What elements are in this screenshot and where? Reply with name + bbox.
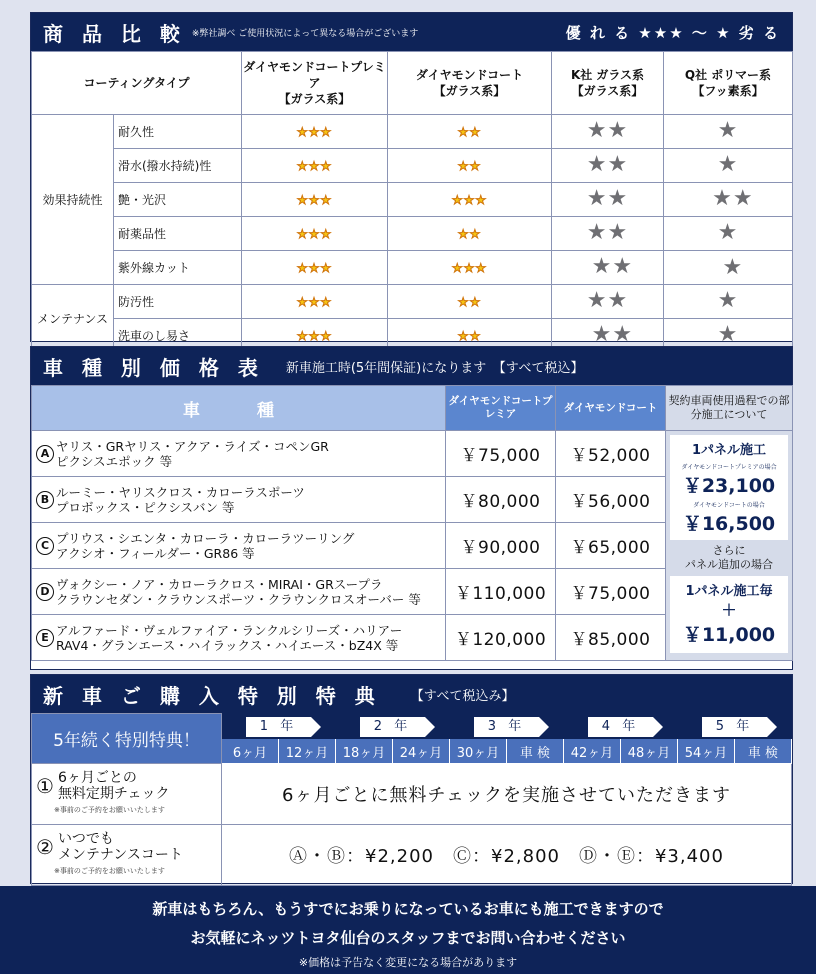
comparison-row bbox=[32, 149, 793, 183]
product-type: 【ガラス系】 bbox=[433, 84, 506, 98]
star-rating bbox=[388, 251, 552, 285]
comparison-row bbox=[32, 285, 793, 319]
coat-price: ￥75,000 bbox=[556, 569, 666, 615]
footer bbox=[0, 886, 816, 974]
comparison-head-row bbox=[32, 52, 793, 115]
star-icon: ★ bbox=[296, 158, 309, 173]
car-models bbox=[32, 569, 446, 615]
year-5 bbox=[678, 714, 792, 739]
premier-price: ￥90,000 bbox=[446, 523, 556, 569]
star-rating bbox=[552, 183, 664, 217]
star-icon: ★ bbox=[451, 192, 464, 207]
star-icon: ★ bbox=[457, 158, 470, 173]
star-rating bbox=[388, 115, 552, 149]
star-icon: ★ bbox=[296, 124, 309, 139]
star-icon: ★ bbox=[308, 328, 321, 343]
models-line1: ヤリス・GRヤリス・アクア・ライズ・コペンGR bbox=[56, 438, 329, 454]
star-icon: ★ bbox=[320, 158, 333, 173]
car-models bbox=[32, 615, 446, 661]
half-star-icon: ★ bbox=[612, 253, 634, 279]
car-type-header: 車 種 bbox=[32, 386, 446, 431]
comparison-row bbox=[32, 251, 793, 285]
half-star-icon: ★ bbox=[732, 185, 754, 211]
product-header bbox=[664, 52, 793, 115]
class-mark: A bbox=[36, 445, 54, 463]
add-label2: パネル追加の場合 bbox=[685, 558, 773, 571]
car-models bbox=[32, 523, 446, 569]
star-rating bbox=[552, 115, 664, 149]
benefit-item-value: Ⓐ・Ⓑ：¥2,200 Ⓒ：¥2,800 Ⓓ・Ⓔ：¥3,400 bbox=[222, 825, 792, 886]
star-icon: ★ bbox=[296, 192, 309, 207]
models-line2: RAV4・グランエース・ハイラックス・ハイエース・bZ4X 等 bbox=[56, 637, 399, 653]
year-tab: 4 年 bbox=[588, 717, 653, 737]
models-line1: ヴォクシー・ノア・カローラクロス・MIRAI・GRスープラ bbox=[56, 576, 383, 592]
product-name: K社 ガラス系 bbox=[570, 68, 645, 82]
benefit-subtitle: 【すべて税込み】 bbox=[410, 688, 515, 704]
month-cell: 12ヶ月 bbox=[279, 739, 336, 764]
footer-note: ※価格は予告なく変更になる場合があります bbox=[298, 956, 518, 969]
star-icon: ★ bbox=[320, 226, 333, 241]
models-line2: ピクシスエポック 等 bbox=[56, 453, 173, 469]
star-icon: ★ bbox=[469, 124, 482, 139]
class-mark: E bbox=[36, 629, 54, 647]
class-mark: C bbox=[36, 537, 54, 555]
partial-header bbox=[666, 386, 793, 431]
benefit-item-label bbox=[32, 764, 222, 825]
month-cell: 18ヶ月 bbox=[336, 739, 393, 764]
month-cell: 42ヶ月 bbox=[564, 739, 621, 764]
star-icon: ★ bbox=[463, 260, 476, 275]
star-rating bbox=[242, 217, 388, 251]
star-icon: ★ bbox=[308, 124, 321, 139]
star-icon: ★ bbox=[475, 192, 488, 207]
class-mark: B bbox=[36, 491, 54, 509]
coat-price: ￥56,000 bbox=[556, 477, 666, 523]
premier-price-header: ダイヤモンドコートプレミア bbox=[446, 386, 556, 431]
models-line1: プリウス・シエンタ・カローラ・カローラツーリング bbox=[56, 530, 355, 546]
star-icon: ★ bbox=[320, 328, 333, 343]
comparison-header bbox=[31, 13, 792, 51]
star-icon: ★ bbox=[717, 151, 739, 177]
star-rating bbox=[242, 183, 388, 217]
benefit-table bbox=[31, 713, 792, 886]
price-panel bbox=[30, 346, 793, 670]
each-panel-price: ￥11,000 bbox=[682, 624, 776, 646]
attribute-label: 艶・光沢 bbox=[114, 183, 242, 217]
item-line2: 無料定期チェック bbox=[57, 786, 170, 802]
class-mark: D bbox=[36, 583, 54, 601]
star-icon: ★ bbox=[469, 158, 482, 173]
benefit-panel bbox=[30, 674, 793, 884]
product-type: 【ガラス系】 bbox=[278, 92, 351, 106]
star-icon: ★ bbox=[469, 226, 482, 241]
star-rating bbox=[242, 251, 388, 285]
half-star-icon: ★ bbox=[722, 254, 744, 280]
star-icon: ★ bbox=[591, 253, 613, 279]
car-models bbox=[32, 431, 446, 477]
footer-line2: お気軽にネッツトヨタ仙台のスタッフまでお問い合わせください bbox=[190, 929, 626, 947]
star-icon: ★ bbox=[591, 321, 613, 347]
star-icon: ★ bbox=[296, 260, 309, 275]
half-star-icon: ★ bbox=[612, 321, 634, 347]
reservation-note: ※事前のご予約をお願いいたします bbox=[54, 867, 165, 875]
price-header bbox=[31, 347, 792, 385]
star-icon: ★ bbox=[320, 192, 333, 207]
year-tab: 5 年 bbox=[702, 717, 767, 737]
coat-partial-price: ￥16,500 bbox=[682, 513, 776, 535]
car-models bbox=[32, 477, 446, 523]
star-icon: ★ bbox=[308, 158, 321, 173]
category-label: 効果持続性 bbox=[32, 115, 114, 285]
star-icon: ★ bbox=[308, 192, 321, 207]
product-type: 【フッ素系】 bbox=[692, 84, 764, 98]
star-icon: ★ bbox=[457, 124, 470, 139]
star-icon: ★ bbox=[457, 294, 470, 309]
item-line1: いつでも bbox=[57, 831, 114, 847]
star-icon: ★ bbox=[717, 117, 739, 143]
star-rating bbox=[388, 183, 552, 217]
star-rating bbox=[388, 217, 552, 251]
plus-sign: ＋ bbox=[721, 601, 737, 619]
attribute-label: 滑水(撥水持続)性 bbox=[114, 149, 242, 183]
star-icon: ★ bbox=[320, 294, 333, 309]
comparison-row bbox=[32, 115, 793, 149]
each-panel-label: 1パネル施工毎 bbox=[685, 584, 773, 599]
one-panel-label: 1パネル施工 bbox=[691, 443, 767, 458]
attribute-label: 紫外線カット bbox=[114, 251, 242, 285]
attribute-label: 防汚性 bbox=[114, 285, 242, 319]
star-rating bbox=[242, 285, 388, 319]
product-name: ダイヤモンドコートプレミア bbox=[243, 60, 386, 90]
star-icon: ★ bbox=[457, 328, 470, 343]
star-icon: ★ bbox=[463, 192, 476, 207]
star-icon: ★ bbox=[586, 185, 608, 211]
month-cell: 車 検 bbox=[735, 739, 792, 764]
year-1 bbox=[222, 714, 336, 739]
star-icon: ★ bbox=[607, 287, 629, 313]
star-rating bbox=[388, 149, 552, 183]
star-rating bbox=[552, 285, 664, 319]
star-icon: ★ bbox=[607, 151, 629, 177]
star-icon: ★ bbox=[457, 226, 470, 241]
star-icon: ★ bbox=[320, 124, 333, 139]
product-header bbox=[242, 52, 388, 115]
product-name: Q社 ポリマー系 bbox=[684, 68, 772, 82]
coat-price: ￥85,000 bbox=[556, 615, 666, 661]
comparison-panel bbox=[30, 12, 793, 347]
star-rating bbox=[664, 149, 793, 183]
comparison-row bbox=[32, 183, 793, 217]
comparison-title: 商 品 比 較 bbox=[43, 21, 186, 46]
month-cell: 車 検 bbox=[507, 739, 564, 764]
product-header bbox=[552, 52, 664, 115]
product-name: ダイヤモンドコート bbox=[415, 68, 524, 82]
star-rating bbox=[242, 115, 388, 149]
star-icon: ★ bbox=[296, 328, 309, 343]
star-icon: ★ bbox=[586, 287, 608, 313]
reservation-note: ※事前のご予約をお願いいたします bbox=[54, 806, 165, 814]
star-rating bbox=[388, 285, 552, 319]
partial-service-box bbox=[666, 431, 793, 661]
star-icon: ★ bbox=[712, 185, 733, 211]
coat-price-header: ダイヤモンドコート bbox=[556, 386, 666, 431]
star-icon: ★ bbox=[308, 260, 321, 275]
benefit-item-value: 6ヶ月ごとに無料チェックを実施させていただきます bbox=[222, 764, 792, 825]
star-icon: ★ bbox=[475, 260, 488, 275]
star-icon: ★ bbox=[717, 321, 739, 347]
year-tab: 2 年 bbox=[360, 717, 425, 737]
premier-price: ￥110,000 bbox=[446, 569, 556, 615]
price-subtitle: 新車施工時(5年間保証)になります 【すべて税込】 bbox=[285, 360, 584, 376]
year-4 bbox=[564, 714, 678, 739]
premier-case: ダイヤモンドコートプレミアの場合 bbox=[681, 464, 777, 471]
star-rating bbox=[664, 251, 793, 285]
price-title: 車 種 別 価 格 表 bbox=[43, 355, 264, 380]
price-head-row bbox=[32, 386, 793, 431]
star-icon: ★ bbox=[308, 294, 321, 309]
benefit-item-label bbox=[32, 825, 222, 886]
models-line2: アクシオ・フィールダー・GR86 等 bbox=[56, 545, 255, 561]
star-icon: ★ bbox=[469, 294, 482, 309]
star-icon: ★ bbox=[607, 117, 629, 143]
star-icon: ★ bbox=[308, 226, 321, 241]
star-icon: ★ bbox=[717, 287, 739, 313]
comparison-row bbox=[32, 217, 793, 251]
star-icon: ★ bbox=[469, 328, 482, 343]
benefit-label: 5年続く特別特典！ bbox=[32, 714, 222, 764]
models-line2: プロボックス・ピクシスバン 等 bbox=[56, 499, 235, 515]
star-rating bbox=[664, 115, 793, 149]
month-cell: 48ヶ月 bbox=[621, 739, 678, 764]
year-tab: 1 年 bbox=[246, 717, 311, 737]
product-header bbox=[388, 52, 552, 115]
premier-price: ￥80,000 bbox=[446, 477, 556, 523]
rating-legend: 優 れ る ★★★ ～ ★ 劣 る bbox=[565, 23, 780, 42]
star-rating bbox=[552, 149, 664, 183]
star-rating bbox=[664, 285, 793, 319]
type-header: コーティングタイプ bbox=[32, 52, 242, 115]
models-line1: アルファード・ヴェルファイア・ランクルシリーズ・ハリアー bbox=[56, 622, 403, 638]
benefit-title: 新 車 ご 購 入 特 別 特 典 bbox=[43, 683, 381, 708]
benefit-header bbox=[31, 675, 792, 713]
star-rating bbox=[552, 217, 664, 251]
comparison-table bbox=[31, 51, 793, 353]
month-cell: 24ヶ月 bbox=[393, 739, 450, 764]
star-rating bbox=[552, 251, 664, 285]
coat-case: ダイヤモンドコートの場合 bbox=[693, 502, 765, 509]
star-icon: ★ bbox=[296, 226, 309, 241]
star-rating bbox=[664, 217, 793, 251]
comparison-note: ※弊社調べ ご使用状況によって異なる場合がございます bbox=[191, 28, 419, 39]
partial-title: 契約車両使用過程での部分施工について bbox=[668, 394, 790, 421]
price-table bbox=[31, 385, 793, 661]
attribute-label: 耐久性 bbox=[114, 115, 242, 149]
star-icon: ★ bbox=[717, 219, 739, 245]
years-row bbox=[32, 714, 792, 739]
month-cell: 30ヶ月 bbox=[450, 739, 507, 764]
star-icon: ★ bbox=[607, 219, 629, 245]
item-line1: 6ヶ月ごとの bbox=[57, 770, 137, 786]
star-icon: ★ bbox=[296, 294, 309, 309]
star-rating bbox=[664, 183, 793, 217]
star-icon: ★ bbox=[586, 219, 608, 245]
month-cell: 6ヶ月 bbox=[222, 739, 279, 764]
star-icon: ★ bbox=[320, 260, 333, 275]
star-icon: ★ bbox=[586, 151, 608, 177]
models-line2: クラウンセダン・クラウンスポーツ・クラウンクロスオーバー 等 bbox=[56, 591, 421, 607]
star-icon: ★ bbox=[607, 185, 629, 211]
year-2 bbox=[336, 714, 450, 739]
item-number: ② bbox=[36, 835, 54, 859]
star-icon: ★ bbox=[586, 117, 608, 143]
year-3 bbox=[450, 714, 564, 739]
premier-price: ￥75,000 bbox=[446, 431, 556, 477]
item-number: ① bbox=[36, 774, 54, 798]
price-row bbox=[32, 431, 793, 477]
coat-price: ￥65,000 bbox=[556, 523, 666, 569]
star-rating bbox=[242, 149, 388, 183]
premier-partial-price: ￥23,100 bbox=[682, 475, 776, 497]
footer-line1: 新車はもちろん、もうすでにお乗りになっているお車にも施工できますので bbox=[152, 900, 664, 918]
attribute-label: 洗車のし易さ bbox=[114, 319, 242, 353]
benefit-row bbox=[32, 825, 792, 886]
product-type: 【ガラス系】 bbox=[571, 84, 644, 98]
month-cell: 54ヶ月 bbox=[678, 739, 735, 764]
item-line2: メンテナンスコート bbox=[57, 847, 183, 863]
premier-price: ￥120,000 bbox=[446, 615, 556, 661]
attribute-label: 耐薬品性 bbox=[114, 217, 242, 251]
coat-price: ￥52,000 bbox=[556, 431, 666, 477]
star-icon: ★ bbox=[451, 260, 464, 275]
year-tab: 3 年 bbox=[474, 717, 539, 737]
add-label1: さらに bbox=[712, 544, 746, 557]
category-label: メンテナンス bbox=[32, 285, 114, 353]
benefit-row bbox=[32, 764, 792, 825]
models-line1: ルーミー・ヤリスクロス・カローラスポーツ bbox=[56, 484, 305, 500]
